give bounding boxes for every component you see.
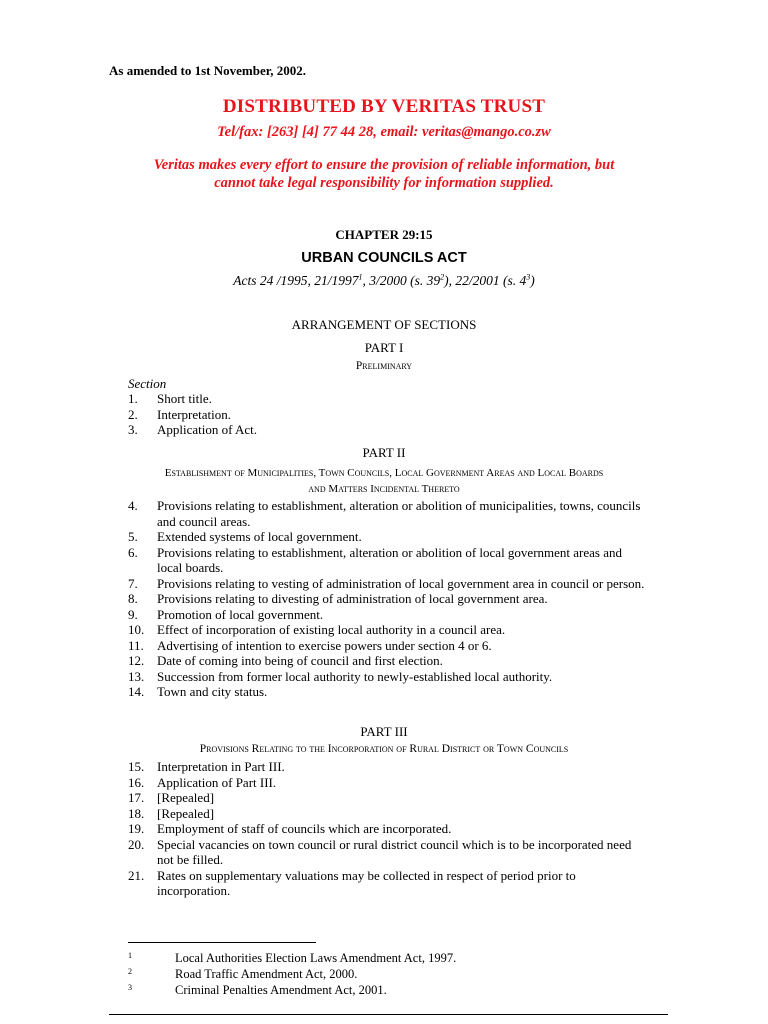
disclaimer-line-1: Veritas makes every effort to ensure the provision of reliable information, but	[153, 157, 615, 173]
arrangement-heading: ARRANGEMENT OF SECTIONS	[291, 317, 477, 332]
list-item[interactable]: 16. Application of Part III.	[128, 774, 277, 790]
list-item[interactable]: 1. Short title.	[128, 391, 212, 406]
disclaimer	[0, 156, 768, 192]
part-3-heading: Provisions Relating to the Incorporation of Rural District or Town Councils	[199, 743, 569, 755]
list-item[interactable]: 9. Promotion of local government.	[128, 606, 324, 622]
list-item[interactable]: 12. Date of coming into being of council and first election.	[128, 653, 443, 668]
section-list-part-3	[128, 759, 648, 899]
list-item[interactable]: 5. Extended systems of local government.	[128, 529, 362, 544]
list-item[interactable]: 14. Town and city status.	[128, 684, 268, 699]
footnote: 1 Local Authorities Election Laws Amendment Act, 1997.	[128, 951, 457, 965]
part-2-label: PART II	[362, 445, 406, 460]
list-item[interactable]: 20. Special vacancies on town council or rural district council which is to be incorporated need not be filled.	[128, 836, 632, 867]
list-item[interactable]: 21. Rates on supplementary valuations may be collected in respect of period prior to incorporation.	[128, 867, 576, 898]
amendment-note: As amended to 1st November, 2002.	[109, 63, 307, 78]
section-column-label: Section	[128, 376, 167, 391]
list-item[interactable]: 6. Provisions relating to establishment, alteration or abolition of local government areas and local boards.	[128, 544, 622, 575]
list-item[interactable]: 10. Effect of incorporation of existing local authority in a council area.	[128, 622, 506, 637]
disclaimer-line-2: cannot take legal responsibility for information supplied.	[214, 175, 554, 191]
part-1-heading: Preliminary	[355, 360, 413, 372]
list-item[interactable]: 15. Interpretation in Part III.	[128, 759, 285, 774]
footnote-divider	[128, 942, 316, 943]
list-item[interactable]: 19. Employment of staff of councils which are incorporated.	[128, 821, 452, 836]
footnote: 2 Road Traffic Amendment Act, 2000.	[128, 967, 358, 981]
section-list-part-2	[128, 498, 648, 700]
footnote-ref-1[interactable]: 1	[358, 272, 363, 282]
section-list-part-1	[128, 391, 648, 438]
list-item[interactable]: 18. [Repealed]	[128, 805, 215, 821]
list-item[interactable]: 13. Succession from former local authority to newly-established local authority.	[128, 668, 553, 684]
list-item[interactable]: 4. Provisions relating to establishment, alteration or abolition of municipalities, towns, councils and council areas.	[128, 498, 641, 529]
list-item[interactable]: 8. Provisions relating to divesting of administration of local government area.	[128, 591, 548, 606]
contact-line: Tel/fax: [263] [4] 77 44 28, email: veritas@mango.co.zw	[217, 124, 551, 140]
amending-acts: Acts 24 /1995, 21/1997$^1$, 3/2000 (s. $39^2$), 22/2001 (s. $4^3$)	[233, 272, 535, 288]
page-bottom-rule	[109, 1014, 668, 1015]
footnote: 3 Criminal Penalties Amendment Act, 2001.	[128, 983, 387, 997]
list-item[interactable]: 2. Interpretation.	[128, 406, 231, 422]
list-item[interactable]: 3. Application of Act.	[128, 422, 258, 437]
part-3-label: PART III	[360, 724, 408, 739]
list-item[interactable]: 7. Provisions relating to vesting of administration of local government area in council or person.	[128, 575, 645, 591]
chapter-number: CHAPTER 29:15	[335, 227, 433, 242]
act-title: URBAN COUNCILS ACT	[301, 250, 467, 266]
footnotes	[128, 950, 456, 998]
list-item[interactable]: 17. [Repealed]	[128, 790, 215, 805]
part-2-heading: Establishment of Municipalities, Town Councils, Local Government Areas and Local Boards and Matters Incidental Thereto	[164, 467, 604, 495]
part-1-label: PART I	[364, 340, 404, 355]
list-item[interactable]: 11. Advertising of intention to exercise powers under section 4 or 6.	[128, 637, 492, 653]
distributor-title: DISTRIBUTED BY VERITAS TRUST	[222, 96, 546, 117]
footnote-ref-2[interactable]: 2	[440, 272, 445, 282]
footnote-ref-3[interactable]: 3	[526, 272, 531, 282]
